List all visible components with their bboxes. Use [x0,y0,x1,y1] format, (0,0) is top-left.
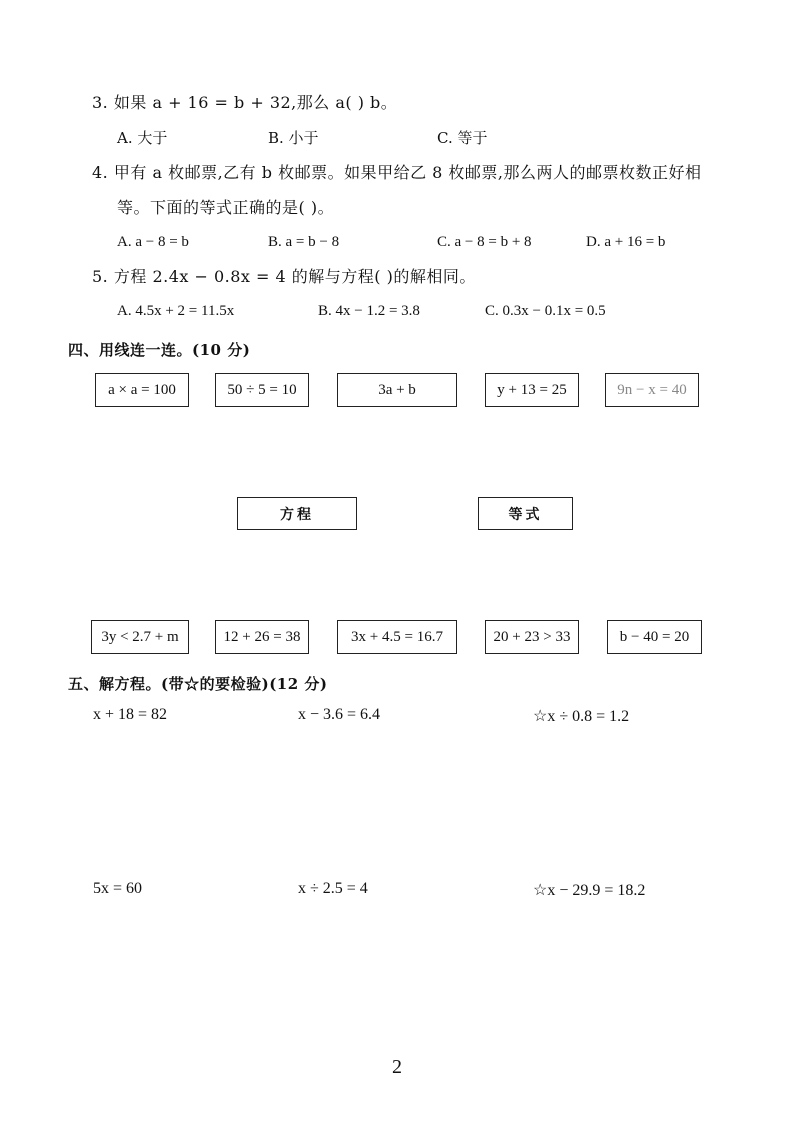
question-3-option-b: B. 小于 [268,129,319,147]
bottom-box-3[interactable]: 3x + 4.5 = 16.7 [337,620,457,654]
question-5-option-c: C. 0.3x − 0.1x = 0.5 [485,303,606,319]
equation-3: ☆x ÷ 0.8 = 1.2 [533,708,630,725]
question-4-stem: 4. 甲有 a 枚邮票,乙有 b 枚邮票。如果甲给乙 8 枚邮票,那么两人的邮票枚数正好相 [92,163,702,182]
category-equation-box[interactable]: 方程 [237,497,357,530]
bottom-box-2[interactable]: 12 + 26 = 38 [215,620,309,654]
bottom-box-5[interactable]: b − 40 = 20 [607,620,702,654]
equation-6: ☆x − 29.9 = 18.2 [533,882,646,899]
question-4-option-c: C. a − 8 = b + 8 [437,234,532,250]
question-3-option-c: C. 等于 [437,129,488,147]
question-5-option-b: B. 4x − 1.2 = 3.8 [318,303,420,319]
question-4-option-d: D. a + 16 = b [586,234,666,250]
top-box-1[interactable]: a × a = 100 [95,373,189,407]
bottom-box-4[interactable]: 20 + 23 > 33 [485,620,579,654]
question-3-option-a: A. 大于 [117,129,168,147]
bottom-box-1[interactable]: 3y < 2.7 + m [91,620,189,654]
top-box-3[interactable]: 3a + b [337,373,457,407]
question-5-stem: 5. 方程 2.4x − 0.8x = 4 的解与方程( )的解相同。 [92,267,476,286]
section-4-title: 四、用线连一连。(10 分) [68,341,251,359]
top-box-2[interactable]: 50 ÷ 5 = 10 [215,373,309,407]
top-box-5[interactable]: 9n − x = 40 [605,373,699,407]
question-4-option-a: A. a − 8 = b [117,234,189,250]
equation-5: x ÷ 2.5 = 4 [298,880,368,897]
question-5-option-a: A. 4.5x + 2 = 11.5x [117,303,235,319]
page-number: 2 [392,1056,402,1078]
question-4-stem-continued: 等。下面的等式正确的是( )。 [117,198,335,217]
question-4-option-b: B. a = b − 8 [268,234,340,250]
top-box-4[interactable]: y + 13 = 25 [485,373,579,407]
category-equality-box[interactable]: 等式 [478,497,573,530]
question-3-stem: 3. 如果 a + 16 = b + 32,那么 a( ) b。 [92,93,398,112]
equation-2: x − 3.6 = 6.4 [298,706,381,723]
equation-1: x + 18 = 82 [93,706,168,723]
equation-4: 5x = 60 [93,880,143,897]
section-5-title: 五、解方程。(带☆的要检验)(12 分) [68,675,328,693]
